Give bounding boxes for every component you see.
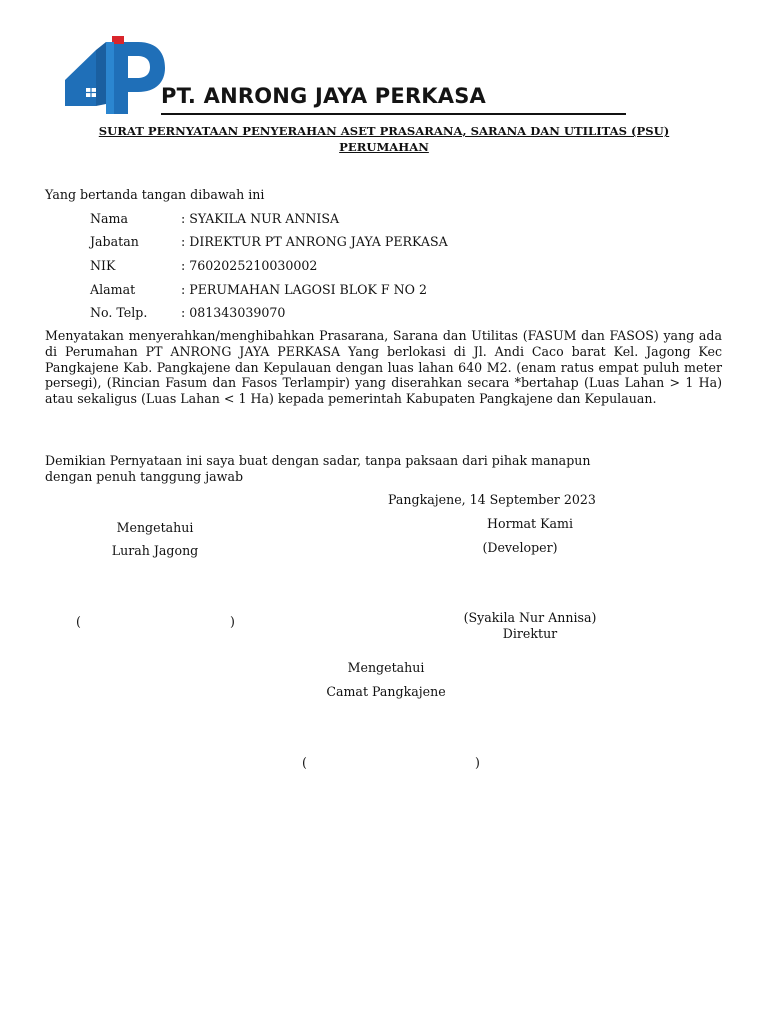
intro-text: Yang bertanda tangan dibawah ini xyxy=(45,187,265,202)
field-label-telp: No. Telp. xyxy=(90,305,148,320)
left-sign-line2: Lurah Jagong xyxy=(111,543,199,558)
header-divider xyxy=(161,113,626,115)
left-sign-open-paren: ( xyxy=(76,614,81,629)
document-title-line2: PERUMAHAN xyxy=(339,140,429,154)
closing-line2: dengan penuh tanggung jawab xyxy=(45,469,244,484)
bottom-sign-close-paren: ) xyxy=(475,755,480,770)
field-value-nama: : SYAKILA NUR ANNISA xyxy=(181,211,340,226)
field-label-nik: NIK xyxy=(90,258,116,273)
statement-paragraph: Menyatakan menyerahkan/menghibahkan Prasarana, Sarana dan Utilitas (FASUM dan FASOS) yang ada di Perumahan PT ANRONG JAYA PERKASA Yang berlokasi di Jl. Andi Caco barat Kel. Jagong Kec Pangkajene Kab. Pangkajene dan Kepulauan dengan luas lahan 640 M2. (enam ratus empat puluh meter persegi), (Rincian Fasum dan Fasos Terlampir) yang diserahkan secara *bertahap (Luas Lahan > 1 Ha) atau sekaligus (Luas Lahan < 1 Ha) kepada pemerintah Kabupaten Pangkajene dan Kepulauan. xyxy=(45,328,722,407)
field-value-nik: : 7602025210030002 xyxy=(181,258,318,273)
field-value-telp: : 081343039070 xyxy=(181,305,286,320)
document-title-line1: SURAT PERNYATAAN PENYERAHAN ASET PRASARANA, SARANA DAN UTILITAS (PSU) xyxy=(98,124,670,138)
right-sign-line1: Hormat Kami xyxy=(487,516,573,531)
right-signer-title: Direktur xyxy=(502,626,558,641)
bottom-sign-line2: Camat Pangkajene xyxy=(326,684,446,699)
right-signer-name: (Syakila Nur Annisa) xyxy=(463,610,597,625)
closing-line1: Demikian Pernyataan ini saya buat dengan sadar, tanpa paksaan dari pihak manapun xyxy=(45,453,591,468)
place-date: Pangkajene, 14 September 2023 xyxy=(388,492,596,507)
field-label-jabatan: Jabatan xyxy=(90,234,139,249)
company-name: PT. ANRONG JAYA PERKASA xyxy=(161,84,487,108)
field-value-jabatan: : DIREKTUR PT ANRONG JAYA PERKASA xyxy=(181,234,448,249)
house-p-logo-icon xyxy=(62,36,168,118)
bottom-sign-open-paren: ( xyxy=(302,755,307,770)
left-sign-close-paren: ) xyxy=(230,614,235,629)
left-sign-line1: Mengetahui xyxy=(116,520,194,535)
field-label-alamat: Alamat xyxy=(90,282,136,297)
bottom-sign-line1: Mengetahui xyxy=(347,660,425,675)
right-sign-line2: (Developer) xyxy=(482,540,558,555)
field-value-alamat: : PERUMAHAN LAGOSI BLOK F NO 2 xyxy=(181,282,428,297)
field-label-nama: Nama xyxy=(90,211,128,226)
